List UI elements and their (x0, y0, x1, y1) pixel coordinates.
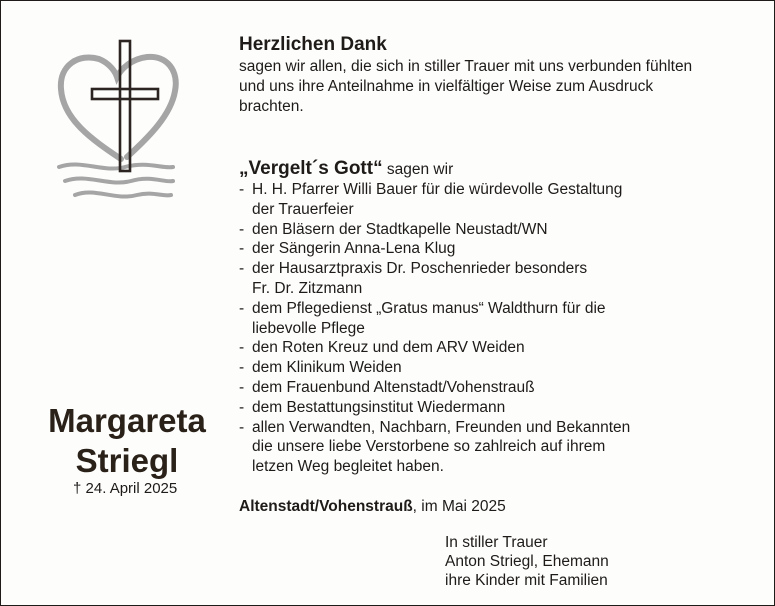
wave-2 (65, 178, 173, 182)
list-dash: - (239, 220, 245, 238)
deceased-name (25, 401, 229, 481)
list-item-text: dem Pflegedienst „Gratus manus“ Waldthurn für die liebevolle Pflege (252, 299, 606, 337)
signoff-line-3: ihre Kinder mit Familien (445, 572, 608, 589)
signoff-line-2: Anton Striegl, Ehemann (445, 553, 609, 570)
place-date-line (239, 497, 759, 517)
list-item (239, 418, 759, 477)
list-item-text: den Roten Kreuz und dem ARV Weiden (252, 339, 525, 357)
thanks-text: sagen wir allen, die sich in stiller Trauer mit uns verbunden fühlten und uns ihre Anteilnahme in vielfältiger Weise zum Ausdruck brachten. (239, 58, 693, 115)
list-item (239, 220, 759, 240)
first-name: Margareta (48, 402, 206, 439)
list-dash: - (239, 398, 245, 416)
list-item-text: den Bläsern der Stadtkapelle Neustadt/WN (252, 220, 548, 238)
date: , im Mai 2025 (412, 497, 506, 515)
list-item (239, 398, 759, 418)
list-item-text: dem Klinikum Weiden (252, 359, 402, 377)
list-dash: - (239, 299, 245, 317)
list-dash: - (239, 339, 245, 357)
list-item-text: dem Frauenbund Altenstadt/Vohenstrauß (252, 378, 535, 396)
signoff (445, 533, 609, 590)
vergelts-gott-suffix: sagen wir (386, 161, 454, 178)
list-item (239, 378, 759, 398)
thanks-heading: Herzlichen Dank (239, 34, 387, 55)
list-item (239, 338, 759, 358)
list-dash: - (239, 378, 245, 396)
wave-3 (75, 192, 171, 196)
list-item-text: allen Verwandten, Nachbarn, Freunden und Bekannten die unsere liebe Verstorbene so zahlreich auf ihrem letzen Weg begleitet haben. (252, 418, 631, 476)
list-item (239, 358, 759, 378)
list-item (239, 180, 759, 220)
list-item-text: der Hausarztpraxis Dr. Poschenrieder besonders Fr. Dr. Zitzmann (252, 260, 588, 297)
list-item-text: H. H. Pfarrer Willi Bauer für die würdevolle Gestaltung der Trauerfeier (252, 181, 623, 218)
heart-outline (61, 57, 176, 159)
vergelts-gott-title: „Vergelt´s Gott“ (239, 158, 383, 179)
list-item (239, 239, 759, 259)
cross-heart-waves-icon (51, 39, 181, 209)
place: Altenstadt/Vohenstrauß (239, 497, 413, 515)
thanks-content (239, 33, 759, 517)
list-dash: - (239, 359, 245, 377)
list-dash: - (239, 260, 245, 278)
list-dash: - (239, 418, 245, 436)
list-item (239, 259, 759, 299)
list-dash: - (239, 240, 245, 258)
list-item-text: dem Bestattungsinstitut Wiedermann (252, 398, 506, 416)
signoff-line-1: In stiller Trauer (445, 534, 548, 551)
vergelts-gott-line (239, 159, 759, 180)
list-dash: - (239, 181, 245, 198)
list-item (239, 299, 759, 339)
last-name: Striegl (75, 442, 179, 479)
wave-1 (59, 164, 173, 168)
death-date: † 24. April 2025 (73, 480, 178, 497)
list-item-text: der Sängerin Anna-Lena Klug (252, 240, 456, 258)
thanks-list (239, 180, 759, 477)
